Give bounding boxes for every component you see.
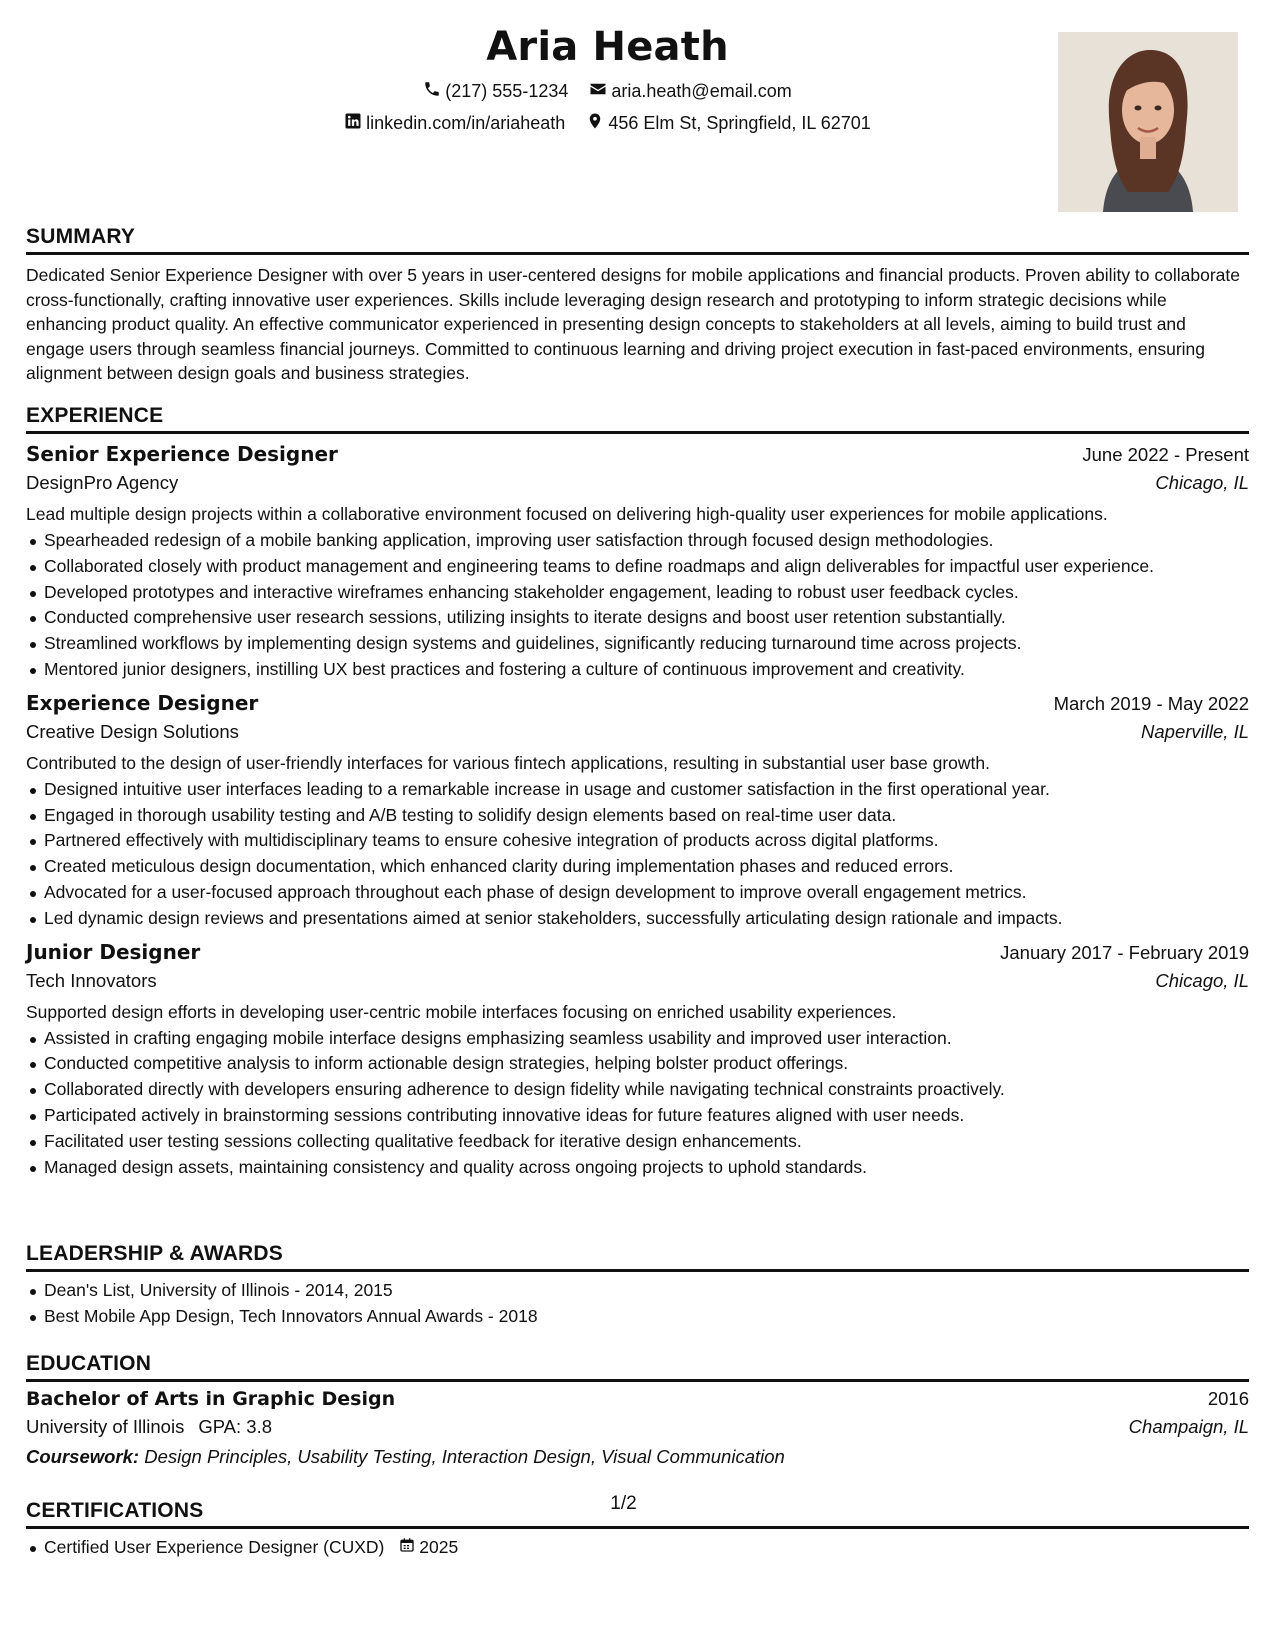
list-item: Collaborated closely with product management and engineering teams to define roadmaps and align deliverables for impactful user experience. [44, 554, 1249, 580]
resume-header [26, 18, 1249, 218]
list-item: Conducted comprehensive user research sessions, utilizing insights to iterate designs and boost user retention substantially. [44, 605, 1249, 631]
list-item: Conducted competitive analysis to inform actionable design strategies, helping bolster product offerings. [44, 1051, 1249, 1077]
list-item: Participated actively in brainstorming sessions contributing innovative ideas for future features aligned with user needs. [44, 1103, 1249, 1129]
job-title: Senior Experience Designer [26, 442, 338, 466]
job-entry [26, 940, 1249, 1181]
calendar-icon [399, 1535, 419, 1561]
certification-date [399, 1535, 458, 1561]
summary-section [26, 225, 1249, 386]
profile-photo [1058, 32, 1238, 212]
phone-icon [423, 80, 445, 103]
leadership-heading: LEADERSHIP & AWARDS [26, 1242, 1249, 1272]
address-contact [586, 112, 871, 135]
job-entry [26, 691, 1249, 932]
job-title: Junior Designer [26, 939, 201, 964]
job-summary: Lead multiple design projects within a collaborative environment focused on delivering high-quality user experiences for mobile applications. [26, 504, 1108, 524]
email-contact[interactable] [589, 80, 791, 103]
summary-text: Dedicated Senior Experience Designer with over 5 years in user-centered designs for mobile applications and financial products. Proven ability to collaborate cross-functionally, crafting innovative user experiences. Skills include leveraging design research and prototyping to inform strategic decisions while enhancing product quality. An effective communicator experienced in presenting design concepts to stakeholders at all levels, aiming to build trust and engage users through seamless financial journeys. Committed to continuous learning and driving project execution in fast-paced environments, ensuring alignment between design goals and business strategies. [26, 265, 1240, 383]
graduation-year: 2016 [1207, 1388, 1249, 1409]
coursework [26, 1446, 1249, 1468]
coursework-list: Design Principles, Usability Testing, Interaction Design, Visual Communication [144, 1446, 785, 1467]
gpa: GPA: 3.8 [198, 1416, 273, 1437]
phone-contact [423, 80, 568, 103]
job-location: Chicago, IL [1155, 472, 1249, 493]
list-item: Created meticulous design documentation, which enhanced clarity during implementation phases and reduced errors. [44, 854, 1249, 880]
school-name: University of Illinois [26, 1416, 185, 1437]
list-item: Collaborated directly with developers ensuring adherence to design fidelity while navigating technical constraints proactively. [44, 1077, 1249, 1103]
degree-title: Bachelor of Arts in Graphic Design [26, 1388, 396, 1410]
candidate-name: Aria Heath [486, 24, 729, 70]
job-entry [26, 442, 1249, 683]
contact-line-1 [26, 80, 1189, 103]
job-company: Creative Design Solutions [26, 720, 239, 742]
linkedin-contact[interactable] [344, 112, 565, 135]
certification-name: Certified User Experience Designer (CUXD) [44, 1537, 385, 1557]
job-summary: Contributed to the design of user-friendly interfaces for various fintech applications, resulting in substantial user base growth. [26, 752, 990, 773]
job-dates: June 2022 - Present [1082, 444, 1249, 465]
list-item: Dean's List, University of Illinois - 2014, 2015 [44, 1278, 1249, 1304]
school-line [26, 1416, 272, 1438]
experience-heading: EXPERIENCE [26, 404, 1249, 434]
job-company: DesignPro Agency [26, 472, 179, 493]
education-section [26, 1352, 1249, 1468]
list-item: Partnered effectively with multidisciplinary teams to ensure cohesive integration of products across digital platforms. [44, 828, 1249, 854]
job-bullets [26, 528, 1249, 683]
list-item [44, 1535, 1249, 1561]
job-bullets [26, 1026, 1249, 1181]
list-item: Advocated for a user-focused approach throughout each phase of design development to improve overall engagement metrics. [44, 880, 1249, 906]
experience-section [26, 404, 1249, 1180]
list-item: Facilitated user testing sessions collecting qualitative feedback for iterative design enhancements. [44, 1129, 1249, 1155]
job-summary: Supported design efforts in developing user-centric mobile interfaces focusing on enriched usability experiences. [26, 1001, 897, 1022]
list-item: Developed prototypes and interactive wireframes enhancing stakeholder engagement, leading to robust user feedback cycles. [44, 580, 1249, 606]
coursework-label: Coursework: [26, 1446, 140, 1467]
contact-line-2 [26, 112, 1189, 135]
envelope-icon [589, 80, 611, 103]
job-location: Naperville, IL [1141, 720, 1249, 742]
resume-page [26, 0, 1249, 1650]
list-item: Assisted in crafting engaging mobile interface designs emphasizing seamless usability and improved user interaction. [44, 1026, 1249, 1052]
job-dates: March 2019 - May 2022 [1053, 692, 1249, 714]
job-bullets [26, 777, 1249, 932]
list-item: Led dynamic design reviews and presentations aimed at senior stakeholders, successfully articulating design rationale and impacts. [44, 906, 1249, 932]
job-dates: January 2017 - February 2019 [1000, 941, 1249, 963]
list-item: Designed intuitive user interfaces leading to a remarkable increase in usage and customer satisfaction in the first operational year. [44, 777, 1249, 803]
list-item: Engaged in thorough usability testing and A/B testing to solidify design elements based on real-time user data. [44, 803, 1249, 829]
linkedin-url[interactable]: linkedin.com/in/ariaheath [366, 113, 566, 133]
job-company: Tech Innovators [26, 969, 157, 991]
linkedin-icon [344, 112, 366, 135]
list-item: Managed design assets, maintaining consistency and quality across ongoing projects to uphold standards. [44, 1155, 1249, 1181]
certifications-heading: CERTIFICATIONS [26, 1499, 1249, 1529]
page-number: 1/2 [610, 1493, 637, 1514]
awards-list [26, 1278, 1249, 1330]
list-item: Streamlined workflows by implementing design systems and guidelines, significantly reducing turnaround time across projects. [44, 631, 1249, 657]
certifications-list [26, 1535, 1249, 1561]
list-item: Mentored junior designers, instilling UX best practices and fostering a culture of continuous improvement and creativity. [44, 657, 1249, 683]
address-text: 456 Elm St, Springfield, IL 62701 [608, 113, 871, 133]
job-location: Chicago, IL [1155, 969, 1249, 991]
education-heading: EDUCATION [26, 1352, 1249, 1382]
school-location: Champaign, IL [1128, 1416, 1249, 1437]
list-item: Spearheaded redesign of a mobile banking application, improving user satisfaction through focused design methodologies. [44, 528, 1249, 554]
email-address[interactable]: aria.heath@email.com [611, 81, 792, 101]
map-pin-icon [586, 112, 608, 135]
certification-year: 2025 [419, 1537, 459, 1557]
summary-heading: SUMMARY [26, 225, 1249, 255]
phone-number: (217) 555-1234 [445, 81, 569, 101]
list-item: Best Mobile App Design, Tech Innovators Annual Awards - 2018 [44, 1304, 1249, 1330]
leadership-section [26, 1242, 1249, 1330]
job-title: Experience Designer [26, 690, 259, 715]
